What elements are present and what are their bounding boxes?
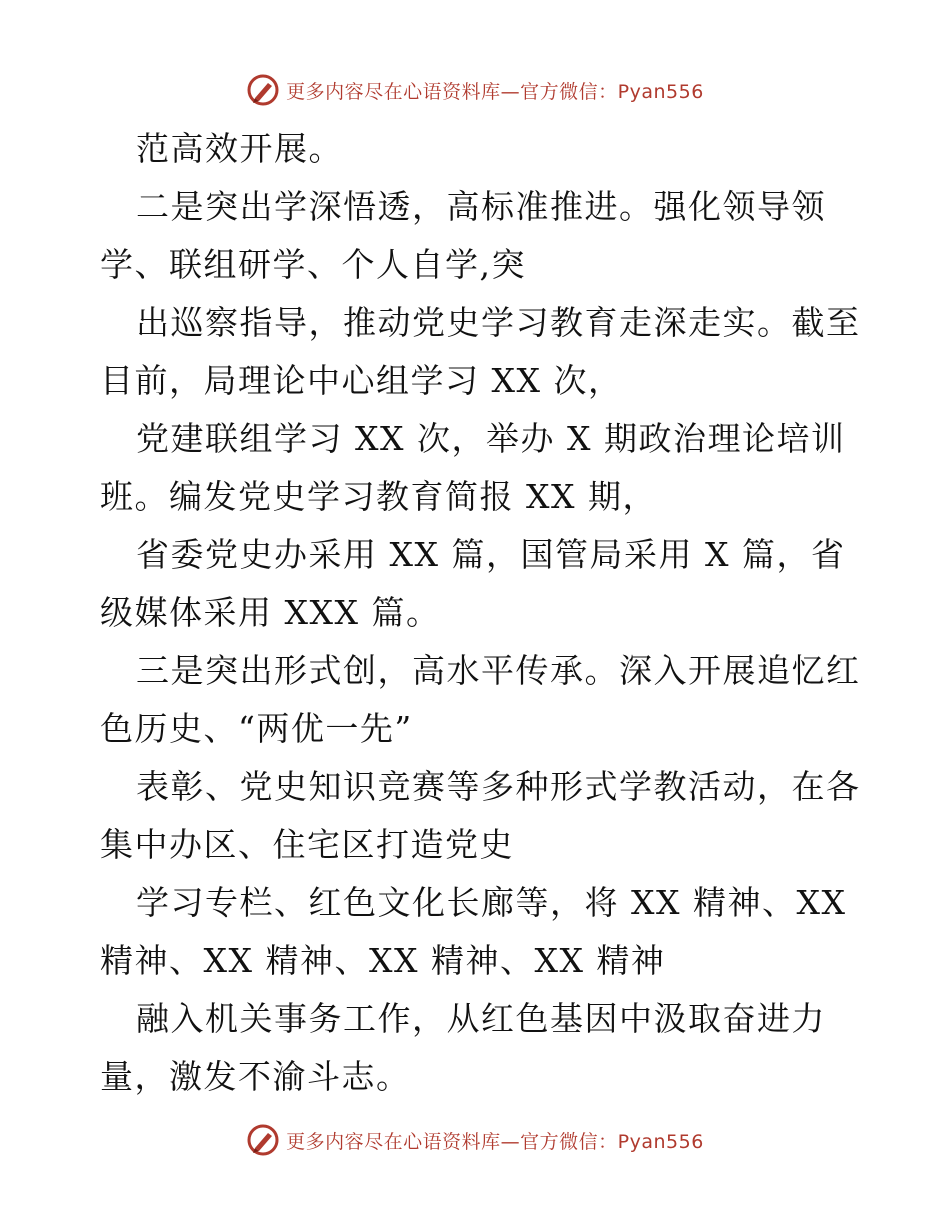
- text-line: 三是突出形式创，高水平传承。深入开展追忆红: [136, 651, 861, 690]
- watermark-text: 更多内容尽在心语资料库—官方微信：Pyan556: [286, 1130, 704, 1153]
- text-line: 党建联组学习 XX 次，举办 X 期政治理论培训: [136, 419, 846, 458]
- text-line: 班。编发党史学习教育简报 XX 期，: [100, 477, 657, 516]
- pen-logo-icon: [246, 73, 280, 107]
- text-line: 学、联组研学、个人自学,突: [100, 245, 526, 284]
- text-line: 集中办区、住宅区打造党史: [100, 825, 514, 864]
- footer-watermark: [0, 1120, 950, 1160]
- text-line: 学习专栏、红色文化长廊等，将 XX 精神、XX: [136, 883, 847, 922]
- text-line: 二是突出学深悟透，高标准推进。强化领导领: [136, 187, 826, 226]
- watermark-text: 更多内容尽在心语资料库—官方微信：Pyan556: [286, 80, 704, 103]
- text-line: 表彰、党史知识竞赛等多种形式学教活动，在各: [136, 767, 861, 806]
- text-line: 量，激发不渝斗志。: [100, 1057, 411, 1096]
- text-line: 级媒体采用 XXX 篇。: [100, 593, 441, 632]
- text-line: 色历史、“两优一先”: [100, 709, 413, 748]
- document-body: [100, 120, 860, 1106]
- text-line: 出巡察指导，推动党史学习教育走深走实。截至: [136, 303, 861, 342]
- text-line: 范高效开展。: [136, 129, 343, 168]
- text-line: 目前，局理论中心组学习 XX 次，: [100, 361, 623, 400]
- text-line: 省委党史办采用 XX 篇，国管局采用 X 篇，省: [136, 535, 846, 574]
- pen-logo-icon: [246, 1123, 280, 1157]
- text-line: 融入机关事务工作，从红色基因中汲取奋进力: [136, 999, 826, 1038]
- header-watermark: [0, 70, 950, 110]
- text-line: 精神、XX 精神、XX 精神、XX 精神: [100, 941, 666, 980]
